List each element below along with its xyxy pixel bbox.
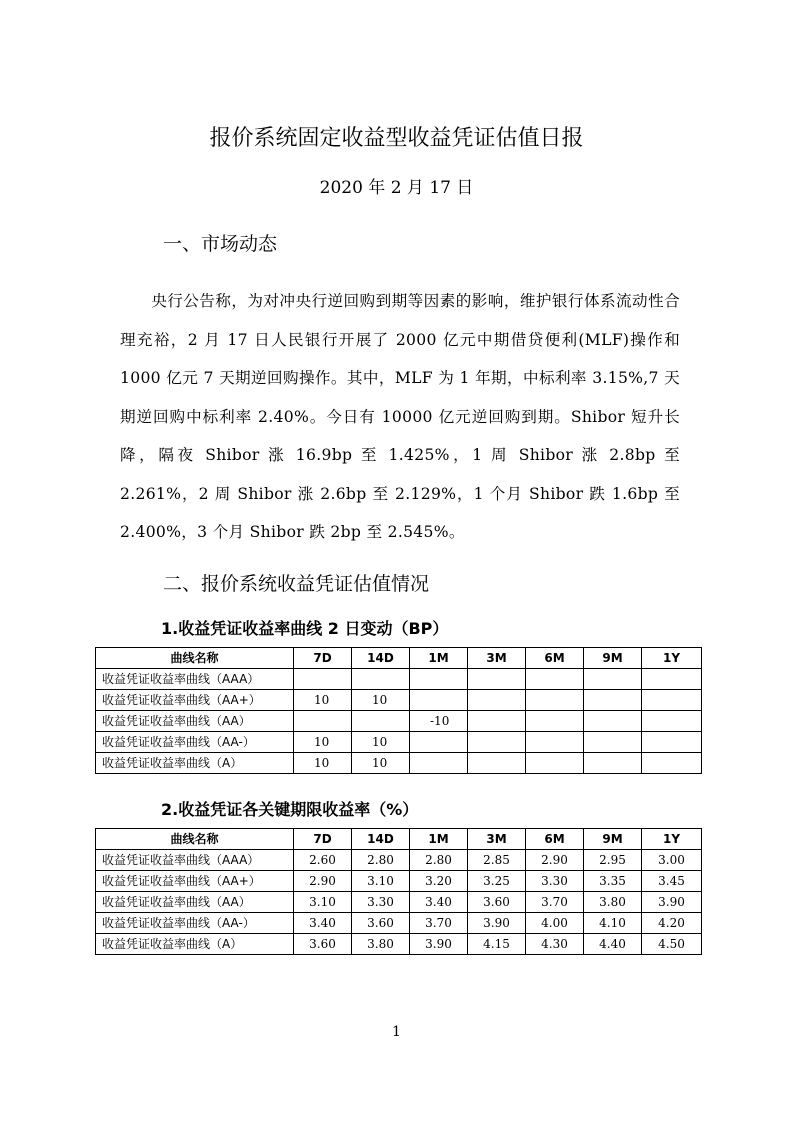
value-cell: [468, 669, 526, 690]
value-cell: 3.40: [294, 913, 352, 934]
value-cell: 3.20: [410, 871, 468, 892]
column-header: 9M: [584, 648, 642, 669]
column-header: 曲线名称: [96, 829, 294, 850]
table2-caption: 2.收益凭证各关键期限收益率（%）: [161, 800, 419, 819]
section-market-heading: 一、市场动态: [163, 233, 278, 255]
value-cell: 10: [294, 753, 352, 774]
yield-change-table: [95, 647, 702, 774]
value-cell: [410, 732, 468, 753]
curve-name-cell: 收益凭证收益率曲线（AA-）: [96, 732, 294, 753]
value-cell: 3.60: [294, 934, 352, 955]
value-cell: [584, 711, 642, 732]
column-header: 1M: [410, 829, 468, 850]
value-cell: 4.00: [526, 913, 584, 934]
column-header: 14D: [352, 829, 410, 850]
table-row: [96, 934, 702, 955]
value-cell: 3.80: [584, 892, 642, 913]
value-cell: 3.30: [526, 871, 584, 892]
value-cell: 3.80: [352, 934, 410, 955]
column-header: 1Y: [642, 648, 702, 669]
value-cell: [526, 669, 584, 690]
value-cell: 4.40: [584, 934, 642, 955]
column-header: 曲线名称: [96, 648, 294, 669]
curve-name-cell: 收益凭证收益率曲线（AA+）: [96, 871, 294, 892]
value-cell: 2.80: [410, 850, 468, 871]
value-cell: [526, 753, 584, 774]
value-cell: 3.60: [468, 892, 526, 913]
value-cell: 2.85: [468, 850, 526, 871]
value-cell: 2.90: [526, 850, 584, 871]
value-cell: [526, 711, 584, 732]
table-header-row: [96, 829, 702, 850]
table-row: [96, 913, 702, 934]
value-cell: -10: [410, 711, 468, 732]
curve-name-cell: 收益凭证收益率曲线（A）: [96, 934, 294, 955]
value-cell: [584, 753, 642, 774]
value-cell: 4.50: [642, 934, 702, 955]
value-cell: [642, 690, 702, 711]
value-cell: 3.10: [294, 892, 352, 913]
value-cell: [352, 669, 410, 690]
value-cell: 3.30: [352, 892, 410, 913]
column-header: 6M: [526, 648, 584, 669]
value-cell: 3.45: [642, 871, 702, 892]
table-row: [96, 892, 702, 913]
table-row: [96, 871, 702, 892]
table-row: [96, 732, 702, 753]
value-cell: [468, 690, 526, 711]
curve-name-cell: 收益凭证收益率曲线（AA-）: [96, 913, 294, 934]
value-cell: 4.20: [642, 913, 702, 934]
value-cell: 3.10: [352, 871, 410, 892]
value-cell: 3.90: [410, 934, 468, 955]
curve-name-cell: 收益凭证收益率曲线（AA+）: [96, 690, 294, 711]
table-row: [96, 753, 702, 774]
value-cell: 3.90: [642, 892, 702, 913]
column-header: 3M: [468, 648, 526, 669]
value-cell: 10: [294, 690, 352, 711]
table-row: [96, 850, 702, 871]
value-cell: [526, 690, 584, 711]
value-cell: [642, 711, 702, 732]
value-cell: 2.90: [294, 871, 352, 892]
value-cell: 3.35: [584, 871, 642, 892]
value-cell: [294, 669, 352, 690]
column-header: 14D: [352, 648, 410, 669]
table-row: [96, 669, 702, 690]
value-cell: 2.95: [584, 850, 642, 871]
value-cell: [294, 711, 352, 732]
value-cell: [352, 711, 410, 732]
value-cell: 10: [352, 732, 410, 753]
report-date: 2020 年 2 月 17 日: [319, 178, 474, 198]
value-cell: 4.30: [526, 934, 584, 955]
column-header: 3M: [468, 829, 526, 850]
curve-name-cell: 收益凭证收益率曲线（AAA）: [96, 850, 294, 871]
value-cell: 3.40: [410, 892, 468, 913]
value-cell: 3.90: [468, 913, 526, 934]
value-cell: [584, 732, 642, 753]
key-term-yield-table: [95, 828, 702, 955]
value-cell: [642, 732, 702, 753]
value-cell: [410, 690, 468, 711]
value-cell: [642, 669, 702, 690]
value-cell: [410, 669, 468, 690]
value-cell: [410, 753, 468, 774]
value-cell: [584, 669, 642, 690]
value-cell: 3.70: [410, 913, 468, 934]
value-cell: 2.60: [294, 850, 352, 871]
curve-name-cell: 收益凭证收益率曲线（A）: [96, 753, 294, 774]
value-cell: 3.60: [352, 913, 410, 934]
value-cell: [642, 753, 702, 774]
value-cell: 4.10: [584, 913, 642, 934]
value-cell: 3.70: [526, 892, 584, 913]
value-cell: [526, 732, 584, 753]
curve-name-cell: 收益凭证收益率曲线（AAA）: [96, 669, 294, 690]
value-cell: [468, 753, 526, 774]
curve-name-cell: 收益凭证收益率曲线（AA）: [96, 892, 294, 913]
value-cell: [468, 732, 526, 753]
value-cell: 10: [352, 753, 410, 774]
market-paragraph: 央行公告称，为对冲央行逆回购到期等因素的影响，维护银行体系流动性合理充裕，2 月 17 日人民银行开展了 2000 亿元中期借贷便利(MLF)操作和 1000 亿元 7 天期逆回购操作。其中，MLF 为 1 年期，中标利率 3.15%,7 天期逆回购中标利率 2.40%。今日有 10000 亿元逆回购到期。Shibor 短升长降，隔夜 Shibor 涨 16.9bp 至 1.425%，1 周 Shibor 涨 2.8bp 至 2.261%，2 周 Shibor 涨 2.6bp 至 2.129%，1 个月 Shibor 跌 1.6bp 至 2.400%，3 个月 Shibor 跌 2bp 至 2.545%。: [120, 292, 680, 541]
column-header: 6M: [526, 829, 584, 850]
value-cell: 10: [352, 690, 410, 711]
column-header: 1M: [410, 648, 468, 669]
column-header: 1Y: [642, 829, 702, 850]
value-cell: 3.00: [642, 850, 702, 871]
section-valuation-heading: 二、报价系统收益凭证估值情况: [163, 573, 430, 595]
curve-name-cell: 收益凭证收益率曲线（AA）: [96, 711, 294, 732]
page-number: 1: [392, 1024, 401, 1040]
value-cell: [468, 711, 526, 732]
value-cell: 3.25: [468, 871, 526, 892]
value-cell: 4.15: [468, 934, 526, 955]
table-row: [96, 690, 702, 711]
value-cell: [584, 690, 642, 711]
table1-caption: 1.收益凭证收益率曲线 2 日变动（BP）: [161, 619, 449, 638]
table-header-row: [96, 648, 702, 669]
column-header: 9M: [584, 829, 642, 850]
column-header: 7D: [294, 829, 352, 850]
column-header: 7D: [294, 648, 352, 669]
value-cell: 2.80: [352, 850, 410, 871]
value-cell: 10: [294, 732, 352, 753]
table-row: [96, 711, 702, 732]
report-title: 报价系统固定收益型收益凭证估值日报: [209, 126, 584, 151]
